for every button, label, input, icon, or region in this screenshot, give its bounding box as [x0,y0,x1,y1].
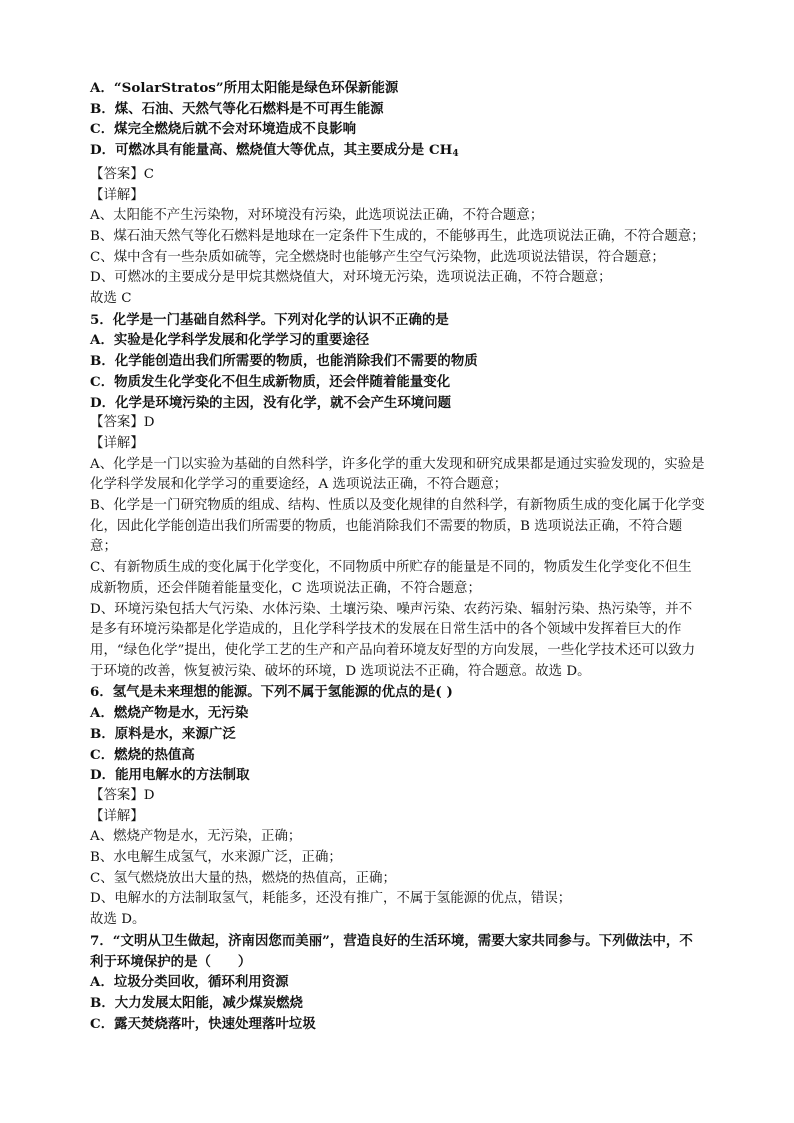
ch4-subscript: 4 [452,149,459,160]
q6-conclusion: 故选 D。 [90,912,146,928]
q4-option-d [90,140,705,165]
q5-explanation-c: C、有新物质生成的变化属于化学变化，不同物质中所贮存的能量是不同的，物质发生化学变化不但生成新物质，还会伴随着能量变化，C 选项说法正确，不符合题意； [90,560,692,596]
q6-explanation-b: B、水电解生成氢气，水来源广泛，正确； [90,850,342,866]
q5-option-b: B．化学能创造出我们所需要的物质，也能消除我们不需要的物质 [90,353,478,370]
q4-detail-label: 【详解】 [90,187,144,203]
q6-option-b: B．原料是水，来源广泛 [90,725,236,742]
q4-explanation-b: B、煤石油天然气等化石燃料是地球在一定条件下生成的，不能够再生，此选项说法正确，不符合题意； [90,228,705,244]
q7-stem: 7．“文明从卫生做起，济南因您而美丽”，营造良好的生活环境，需要大家共同参与。下列做法中，不利于环境保护的是（ ） [90,932,693,970]
q5-stem: 5．化学是一门基础自然科学。下列对化学的认识不正确的是 [90,311,449,328]
q7-option-b: B．大力发展太阳能，减少煤炭燃烧 [90,994,303,1011]
q4-answer: 【答案】C [90,166,155,182]
q5-detail-label: 【详解】 [90,435,144,451]
q6-explanation-c: C、氢气燃烧放出大量的热，燃烧的热值高，正确； [90,870,396,886]
q6-answer: 【答案】D [90,787,155,803]
q5-option-a: A．实验是化学科学发展和化学学习的重要途径 [90,332,370,349]
q4-explanation-a: A、太阳能不产生污染物，对环境没有污染，此选项说法正确，不符合题意； [90,208,544,224]
q4-option-c: C．煤完全燃烧后就不会对环境造成不良影响 [90,121,357,138]
q7-option-a: A．垃圾分类回收，循环利用资源 [90,974,289,991]
q4-option-a: A．“SolarStratos”所用太阳能是绿色环保新能源 [90,80,399,96]
q5-option-c: C．物质发生化学变化不但生成新物质，还会伴随着能量变化 [90,373,451,390]
q4-option-b: B．煤、石油、天然气等化石燃料是不可再生能源 [90,100,384,117]
q6-detail-label: 【详解】 [90,808,144,824]
q7-option-c: C．露天焚烧落叶，快速处理落叶垃圾 [90,1015,316,1032]
q5-answer: 【答案】D [90,415,155,431]
q6-explanation-a: A、燃烧产物是水，无污染，正确； [90,829,302,845]
q4-option-d-text: D．可燃冰具有能量高、燃烧值大等优点，其主要成分是 CH [90,142,453,159]
q5-explanation-b: B、化学是一门研究物质的组成、结构、性质以及变化规律的自然科学，有新物质生成的变化属于化学变化，因此化学能创造出我们所需要的物质，也能消除我们不需要的物质，B 选项说法正确，不符合题意； [90,498,705,555]
q4-explanation-c: C、煤中含有一些杂质如硫等，完全燃烧时也能够产生空气污染物，此选项说法错误，符合题意； [90,249,665,265]
q6-option-a: A．燃烧产物是水，无污染 [90,705,249,722]
q4-explanation-d: D、可燃冰的主要成分是甲烷其燃烧值大，对环境无污染，选项说法正确，不符合题意； [90,270,612,286]
q4-conclusion: 故选 C [90,291,132,307]
q6-explanation-d: D、电解水的方法制取氢气，耗能多，还没有推广，不属于氢能源的优点，错误； [90,891,572,907]
q5-explanation-d: D、环境污染包括大气污染、水体污染、土壤污染、噪声污染、农药污染、辐射污染、热污染等，并不是多有环境污染都是化学造成的，且化学科学技术的发展在日常生活中的各个领域中发挥着巨大的作用，“绿色化学”提出，使化学工艺的生产和产品向着环境友好型的方向发展，一些化学技术还可以致力于环境的改善，恢复被污染、破坏的环境，D 选项说法不正确，符合题意。故选 D。 [90,601,696,679]
q6-option-c: C．燃烧的热值高 [90,746,195,763]
q6-stem: 6．氢气是未来理想的能源。下列不属于氢能源的优点的是( ) [90,684,453,701]
q5-option-d: D．化学是环境污染的主因，没有化学，就不会产生环境问题 [90,394,452,411]
q5-explanation-a: A、化学是一门以实验为基础的自然科学，许多化学的重大发现和研究成果都是通过实验发现的，实验是化学科学发展和化学学习的重要途经，A 选项说法正确，不符合题意； [90,456,705,493]
exam-page [90,78,705,1034]
q6-option-d: D．能用电解水的方法制取 [90,767,250,784]
